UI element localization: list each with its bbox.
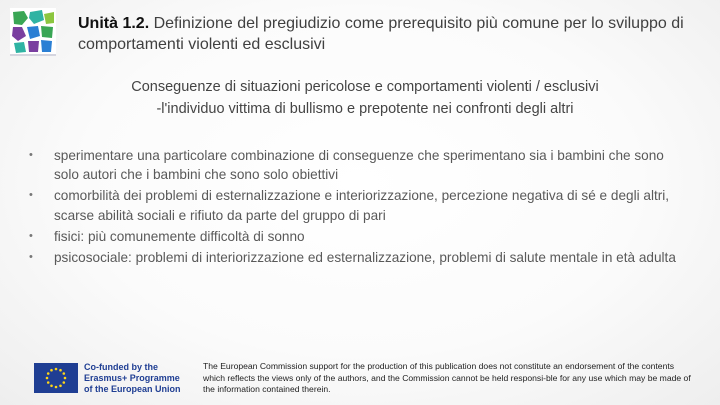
- eu-text-line-2: Erasmus+ Programme: [84, 373, 180, 383]
- eu-flag-icon: [34, 363, 78, 393]
- title-text: Definizione del pregiudizio come prerequisito più comune per lo sviluppo di comportamenti violenti ed esclusivi: [78, 15, 684, 53]
- eu-cofunded-text: [84, 362, 204, 395]
- subtitle-line-2: -l'individuo vittima di bullismo e prepotente nei confronti degli altri: [156, 101, 574, 117]
- bullet-item: [26, 227, 676, 246]
- bullet-list: [26, 146, 676, 269]
- slide-subtitle: [0, 76, 720, 120]
- bullet-dot: •: [29, 189, 33, 202]
- eu-disclaimer: The European Commission support for the production of this publication does not constitute an endorsement of the contents which reflects the views only of the authors, and the Commission cannot be held responsi-ble for any use which may be made of the information contained therein.: [203, 361, 691, 394]
- eu-text-line-1: Co-funded by the: [84, 362, 158, 372]
- bullet-item: [26, 248, 676, 267]
- bullet-item: [26, 146, 676, 184]
- logo-caption: [10, 54, 56, 56]
- unit-number: Unità 1.2.: [78, 15, 150, 32]
- eu-cofunded-logo: [34, 360, 194, 396]
- bullet-text: sperimentare una particolare combinazione di conseguenze che sperimentano sia i bambini che sono solo autori che i bambini che sono solo obiettivi: [54, 148, 664, 183]
- bullet-item: [26, 186, 676, 224]
- bullet-dot: •: [29, 149, 33, 161]
- subtitle-line-1: Conseguenze di situazioni pericolose e comportamenti violenti / esclusivi: [131, 79, 599, 95]
- project-logo: [10, 8, 56, 56]
- eu-text-line-3: of the European Union: [84, 384, 181, 394]
- bullet-dot: •: [29, 229, 33, 242]
- bullet-text: comorbilità dei problemi di esternalizzazione e interiorizzazione, percezione negativa di sé e degli altri, scarse abilità sociali e rifiuto da parte del gruppo di pari: [54, 188, 670, 223]
- bullet-text: psicosociale: problemi di interiorizzazione ed esternalizzazione, problemi di salute mentale in età adulta: [54, 250, 676, 266]
- bullet-dot: •: [29, 251, 33, 264]
- bullet-text: fisici: più comunemente difficoltà di sonno: [54, 228, 305, 244]
- slide-title: [78, 13, 698, 55]
